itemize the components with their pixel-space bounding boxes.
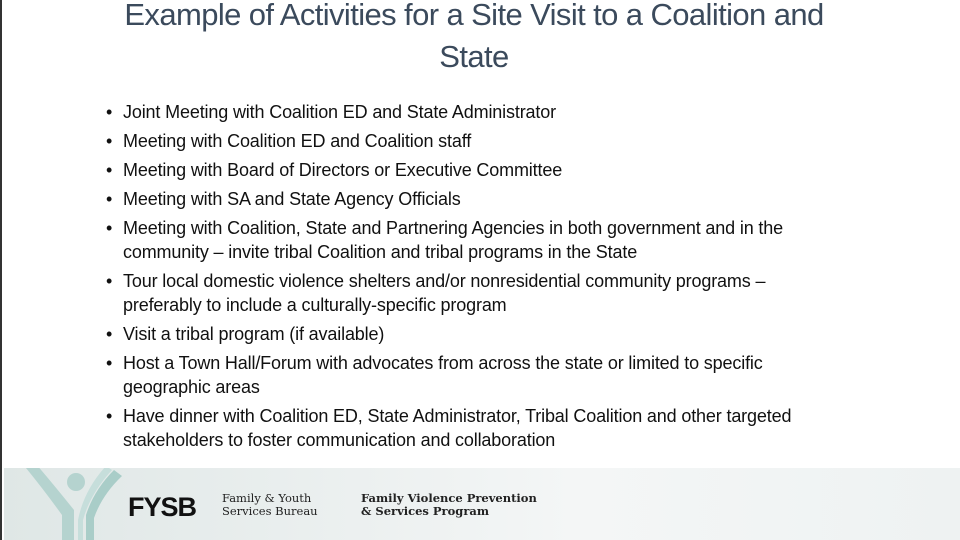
bullet-text-line: Meeting with Board of Directors or Executive Committee [123,160,563,180]
program-name [361,492,537,518]
bullet-icon: • [106,102,113,122]
bullet-item [106,404,926,452]
bullet-text-line: geographic areas [123,377,260,397]
bullet-item [106,129,926,153]
bullet-text-line: Meeting with Coalition, State and Partnering Agencies in both government and in the [123,218,783,238]
bullet-icon: • [106,131,113,151]
bullet-icon: • [106,160,113,180]
program-name-line: Family Violence Prevention [361,491,537,505]
bullet-item [106,100,926,124]
slide-title [2,0,946,78]
bullet-text-line: Joint Meeting with Coalition ED and State Administrator [123,102,556,122]
bullet-item [106,158,926,182]
program-name-line: & Services Program [361,504,490,518]
bullet-icon: • [106,353,113,373]
bullet-text-line: stakeholders to foster communication and collaboration [123,430,556,450]
bullet-icon: • [106,324,113,344]
bullet-text-line: Meeting with SA and State Agency Officials [123,189,461,209]
bullet-item [106,322,926,346]
bullet-item [106,187,926,211]
bullet-icon: • [106,271,113,291]
bullet-item [106,351,926,399]
bullet-list [106,100,926,457]
bullet-icon: • [106,406,113,426]
bullet-text-line: Meeting with Coalition ED and Coalition staff [123,131,472,151]
bullet-text-line: preferably to include a culturally-specific program [123,295,507,315]
bullet-text-line: Visit a tribal program (if available) [123,324,385,344]
bullet-text-line: Host a Town Hall/Forum with advocates from across the state or limited to specific [123,353,763,373]
bullet-item [106,216,926,264]
bullet-text-line: community – invite tribal Coalition and tribal programs in the State [123,242,638,262]
bullet-text-line: Have dinner with Coalition ED, State Administrator, Tribal Coalition and other targeted [123,406,792,426]
person-figure-logo-icon [14,468,124,540]
fysb-logo: FYSB [128,492,197,522]
title-line: State [439,39,509,74]
bullet-text-line: Tour local domestic violence shelters and/or nonresidential community programs – [123,271,766,291]
footer-banner [4,468,960,540]
title-line: Example of Activities for a Site Visit to a Coalition and [124,0,824,32]
bullet-icon: • [106,218,113,238]
fysb-name-line: Family & Youth [222,491,312,505]
fysb-name-line: Services Bureau [222,504,318,518]
fysb-name [222,492,318,518]
bullet-icon: • [106,189,113,209]
bullet-item [106,269,926,317]
